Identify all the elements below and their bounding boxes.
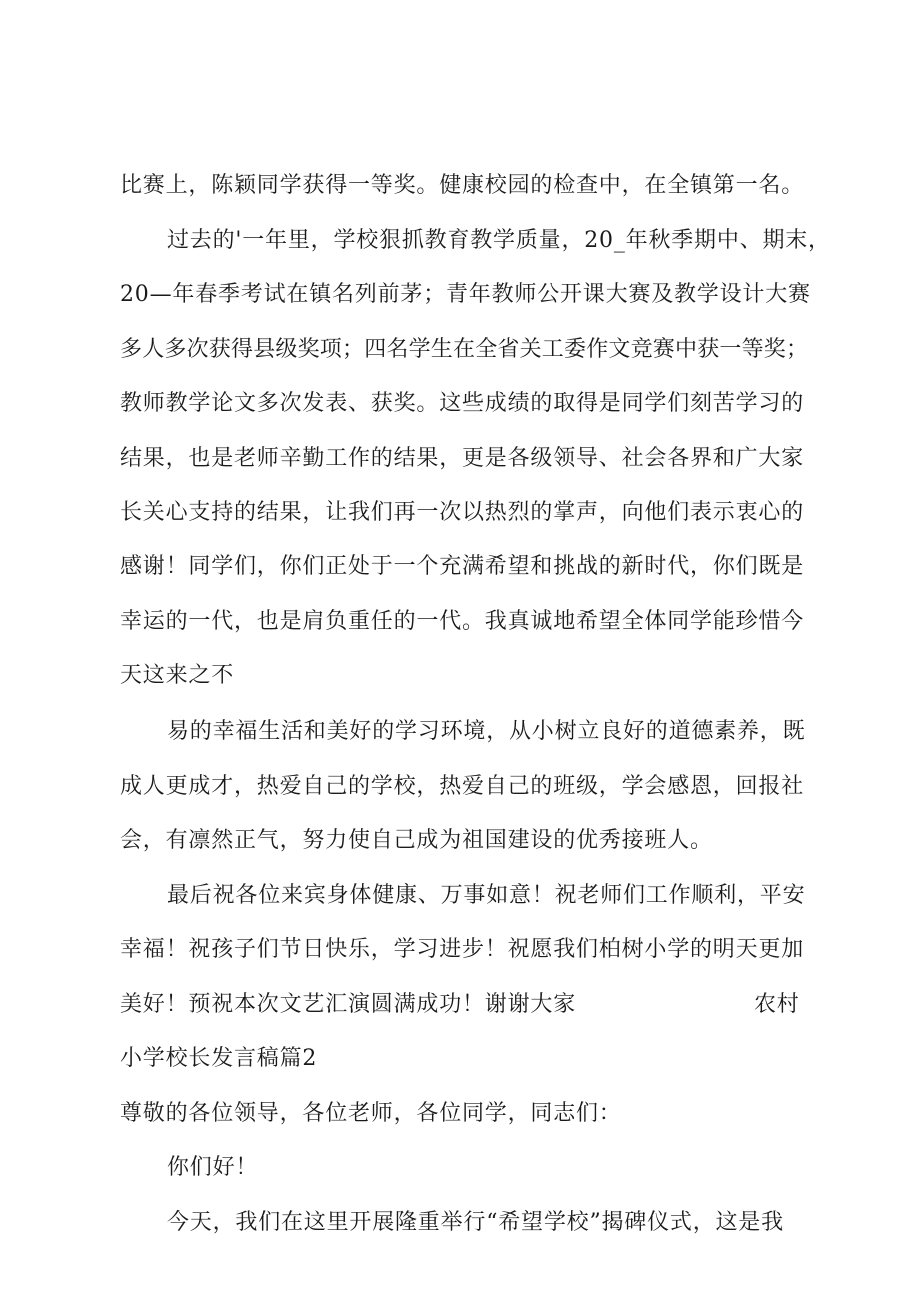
- text-line: 20—年春季考试在镇名列前茅；青年教师公开课大赛及教学设计大赛: [120, 282, 811, 307]
- text-line: 易的幸福生活和美好的学习环境，从小树立良好的道德素养，既: [167, 719, 806, 744]
- text-line: 天这来之不: [120, 663, 235, 688]
- text-line: 幸运的一代，也是肩负重任的一代。我真诚地希望全体同学能珍惜今: [120, 609, 805, 634]
- text-line: 幸福！祝孩子们节日快乐，学习进步！祝愿我们柏树小学的明天更加: [120, 937, 805, 962]
- text-line: 多人多次获得县级奖项；四名学生在全省关工委作文竞赛中获一等奖；: [120, 337, 809, 362]
- text-line: 最后祝各位来宾身体健康、万事如意！祝老师们工作顺利，平安: [167, 883, 806, 908]
- text-line: 比赛上，陈颖同学获得一等奖。健康校园的检查中，在全镇第一名。: [120, 173, 805, 198]
- greeting-line: 你们好！: [167, 1155, 259, 1180]
- text-line: 成人更成才，热爱自己的学校，热爱自己的班级，学会感恩，回报社: [120, 774, 805, 799]
- section-heading: 小学校长发言稿篇2: [120, 1046, 318, 1071]
- text-line: 感谢！同学们，你们正处于一个充满希望和挑战的新时代，你们既是: [120, 554, 805, 579]
- text-line: 会，有凛然正气，努力使自己成为祖国建设的优秀接班人。: [120, 828, 713, 853]
- text-line: 过去的'一年里，学校狠抓教育教学质量，20_年秋季期中、期末，: [167, 228, 831, 253]
- text-line: 美好！预祝本次文艺汇演圆满成功！谢谢大家: [120, 992, 577, 1017]
- text-line: 结果，也是老师辛勤工作的结果，更是各级领导、社会各界和广大家: [120, 446, 805, 471]
- text-line: 教师教学论文多次发表、获奖。这些成绩的取得是同学们刻苦学习的: [120, 391, 805, 416]
- text-line: 长关心支持的结果，让我们再一次以热烈的掌声，向他们表示衷心的: [120, 500, 805, 525]
- text-line: 今天，我们在这里开展隆重举行“希望学校”揭碑仪式，这是我: [167, 1210, 784, 1235]
- salutation-line: 尊敬的各位领导，各位老师，各位同学，同志们：: [120, 1101, 622, 1126]
- heading-fragment: 农村: [754, 992, 800, 1017]
